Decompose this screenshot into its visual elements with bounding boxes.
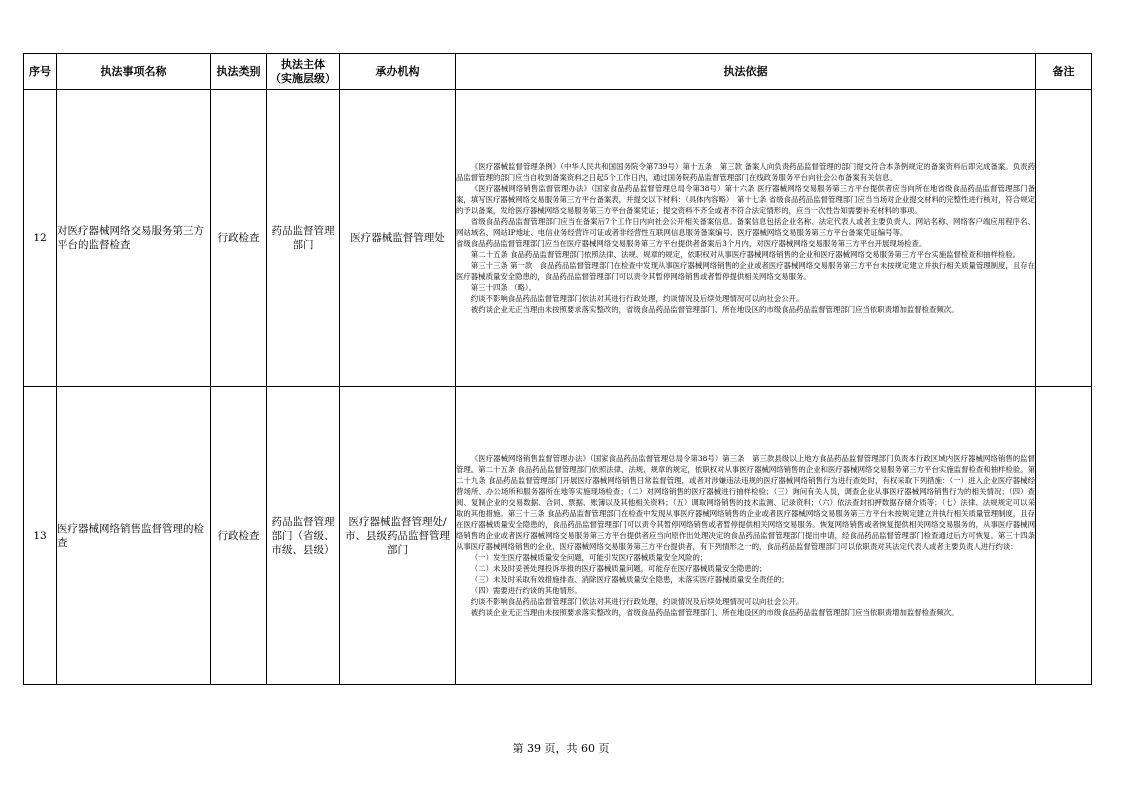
basis-paragraph: 约谈不影响食品药品监督管理部门依法对其进行行政处理，约谈情况及后续处理情况可以向社会公开。 — [470, 597, 804, 606]
header-name: 执法事项名称 — [57, 54, 211, 90]
header-no: 序号 — [24, 54, 57, 90]
basis-paragraph: 约谈不影响食品药品监督管理部门依法对其进行行政处理，约谈情况及后续处理情况可以向社会公开。 — [470, 294, 804, 303]
row-agency: 医疗器械监督管理处 — [340, 90, 456, 387]
table-row — [24, 387, 1092, 685]
row-no: 12 — [24, 90, 57, 387]
basis-paragraph: 《医疗器械网络销售监督管理办法》（国家食品药品监督管理总局令第38号）第十六条 医疗器械网络交易服务第三方平台提供者应当向所在地省级食品药品监督管理部门备案，填写医疗器械网络交易服务第三方平台备案表，并提交以下材料：（具体内容略） 第十七条 省级食品药品监督管理部门应当当场对企业提交材料的完整性进行核对，符合规定的予以备案，发给医疗器械网络交易服务第三方平台备案凭证；提交资料不齐全或者不符合法定情形的，应当一次性告知需要补充材料的事项。 — [456, 184, 1035, 215]
row-basis — [456, 90, 1036, 387]
row-name: 对医疗器械网络交易服务第三方平台的监督检查 — [57, 90, 211, 387]
row-subject: 药品监督管理部门 — [267, 90, 340, 387]
basis-paragraph: 被约谈企业无正当理由未按照要求落实整改的，省级食品药品监督管理部门、所在地设区的市级食品药品监督管理部门应当依职责增加监督检查频次。 — [470, 608, 959, 617]
row-note — [1036, 387, 1092, 685]
header-subject-line1: 执法主体 — [281, 57, 325, 71]
header-subject — [267, 54, 340, 90]
row-subject: 药品监督管理部门（省级、市级、县级） — [267, 387, 340, 685]
row-name: 医疗器械网络销售监督管理的检查 — [57, 387, 211, 685]
basis-paragraph: 第三十四条 （略）。 — [470, 283, 536, 292]
basis-paragraph: 省级食品药品监督管理部门应当在备案后7个工作日内向社会公开相关备案信息。备案信息包括企业名称、法定代表人或者主要负责人、网站名称、网络客户端应用程序名、网站域名、网站IP地址、电信业务经营许可证或者非经营性互联网信息服务备案编号、医疗器械网络交易服务第三方平台备案凭证编号等。 — [456, 217, 1035, 237]
header-subject-line2: （实施层级） — [270, 71, 336, 85]
enforcement-table — [23, 53, 1092, 685]
header-agency: 承办机构 — [340, 54, 456, 90]
row-category: 行政检查 — [211, 387, 267, 685]
header-category: 执法类别 — [211, 54, 267, 90]
header-note: 备注 — [1036, 54, 1092, 90]
basis-paragraph: 被约谈企业无正当理由未按照要求落实整改的，省级食品药品监督管理部门、所在地设区的市级食品药品监督管理部门应当依职责增加监督检查频次。 — [470, 305, 959, 314]
basis-paragraph: （一）发生医疗器械质量安全问题，可能引发医疗器械质量安全风险的； — [470, 553, 708, 562]
basis-paragraph: 省级食品药品监督管理部门应当在医疗器械网络交易服务第三方平台提供者备案后3个月内，对医疗器械网络交易服务第三方平台开展现场检查。 — [456, 239, 927, 248]
basis-paragraph: 第二十五条 食品药品监督管理部门依照法律、法规、规章的规定，依职权对从事医疗器械网络销售的企业和医疗器械网络交易服务第三方平台实施监督检查和抽样检验。 — [470, 250, 1021, 259]
row-note — [1036, 90, 1092, 387]
table-header-row — [24, 54, 1092, 90]
row-category: 行政检查 — [211, 90, 267, 387]
basis-paragraph: （三）未及时采取有效措施排查、消除医疗器械质量安全隐患，未落实医疗器械质量安全责任的； — [470, 575, 789, 584]
basis-paragraph: 《医疗器械监督管理条例》（中华人民共和国国务院令第739号）第十五条 第三款 备案人向负责药品监督管理的部门提交符合本条例规定的备案资料后即完成备案。负责药品监督管理的部门应当自收到备案资料之日起5个工作日内，通过国务院药品监督管理部门在线政务服务平台向社会公布备案有关信息。 — [456, 162, 1035, 182]
basis-paragraph: （四）需要进行约谈的其他情形。 — [470, 586, 582, 595]
basis-paragraph: 第三十三条 第一款 食品药品监督管理部门在检查中发现从事医疗器械网络销售的企业或者医疗器械网络交易服务第三方平台未按规定建立并执行相关质量管理制度，且存在医疗器械质量安全隐患的，食品药品监督管理部门可以责令其暂停网络销售或者暂停提供相关网络交易服务。 — [456, 261, 1035, 281]
page-number-footer: 第 39 页，共 60 页 — [512, 742, 610, 755]
row-basis — [456, 387, 1036, 685]
basis-paragraph: 《医疗器械网络销售监督管理办法》（国家食品药品监督管理总局令第38号）第三条 第三款县级以上地方食品药品监督管理部门负责本行政区域内医疗器械网络销售的监督管理。第二十五条 食品药品监督管理部门依照法律、法规、规章的规定，依职权对从事医疗器械网络销售的企业和医疗器械网络交易服务第三方平台实施监督检查和抽样检验。第二十九条 食品药品监督管理部门开展医疗器械网络销售日常监督管理，或者对涉嫌违法违规的医疗器械网络销售行为进行查处时，有权采取下列措施：（一）进入企业医疗器械经营场所、办公场所和服务器所在地等实施现场检查；（二）对网络销售的医疗器械进行抽样检验；（三）询问有关人员，调查企业从事医疗器械网络销售行为的相关情况；（四）查阅、复制企业的交易数据、合同、票据、账簿以及其他相关资料；（五）调取网络销售的技术监测、记录资料；（六）依法查封扣押数据存储介质等；（七）法律、法规规定可以采取的其他措施。第三十三条 食品药品监督管理部门在检查中发现从事医疗器械网络销售的企业或者医疗器械网络交易服务第三方平台未按规定建立并执行相关质量管理制度，且存在医疗器械质量安全隐患的，食品药品监督管理部门可以责令其暂停网络销售或者暂停提供相关网络交易服务。恢复网络销售或者恢复提供相关网络交易服务的，从事医疗器械网络销售的企业或者医疗器械网络交易服务第三方平台提供者应当向原作出处理决定的食品药品监督管理部门提出申请，经食品药品监督管理部门检查通过后方可恢复。第三十四条 从事医疗器械网络销售的企业、医疗器械网络交易服务第三方平台提供者，有下列情形之一的，食品药品监督管理部门可以依职责对其法定代表人或者主要负责人进行约谈： — [456, 454, 1035, 551]
header-basis: 执法依据 — [456, 54, 1036, 90]
row-agency: 医疗器械监督管理处/市、县级药品监督管理部门 — [340, 387, 456, 685]
table-row — [24, 90, 1092, 387]
basis-paragraph: （二）未及时妥善处理投诉举报的医疗器械质量问题，可能存在医疗器械质量安全隐患的； — [470, 564, 767, 573]
row-no: 13 — [24, 387, 57, 685]
